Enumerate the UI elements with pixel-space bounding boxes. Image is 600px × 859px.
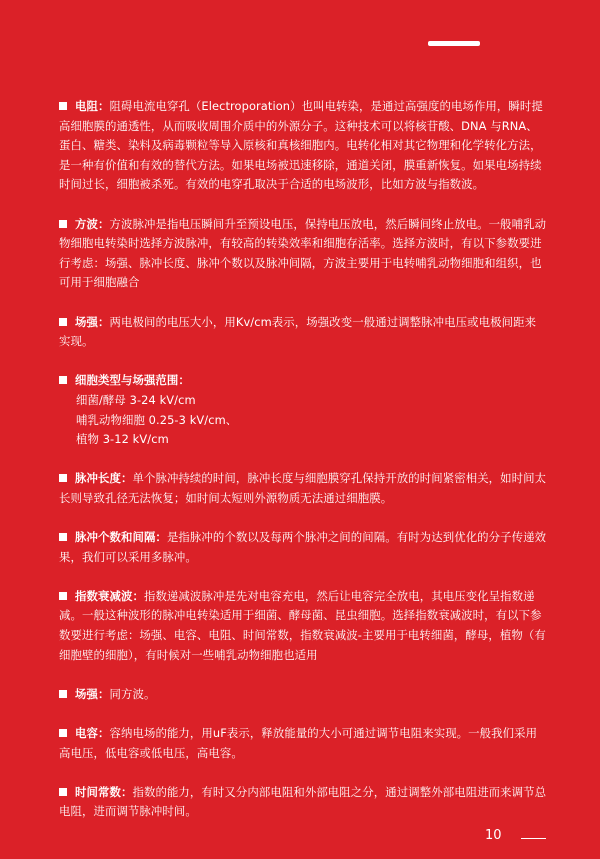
list-item: 细菌/酵母 3-24 kV/cm: [76, 392, 196, 407]
square-bullet-icon: [59, 533, 67, 541]
section-term: 细胞类型与场强范围：: [75, 373, 190, 388]
section-text: 是指脉冲的个数以及每两个脉冲之间的间隔。有时为达到优化的分子传递效果，我们可以采用多脉冲。: [59, 530, 547, 564]
section-term: 脉冲长度：: [75, 471, 133, 486]
section-term: 方波：: [75, 216, 110, 231]
section-cell-types: [59, 371, 547, 449]
section-text: 两电极间的电压大小，用Kv/cm表示，场强改变一般通过调整脉冲电压或电极间距来实现。: [59, 314, 537, 349]
section-term: 场强：: [75, 314, 110, 329]
page-number-line: [521, 838, 546, 839]
section-field-strength: [59, 313, 547, 352]
section-exponential-decay: [59, 587, 547, 665]
section-pulse-length: [59, 469, 547, 508]
section-term: 脉冲个数和间隔：: [75, 530, 167, 545]
section-term: 场强：: [75, 686, 110, 701]
section-text: 容纳电场的能力，用uF表示，释放能量的大小可通过调节电阻来实现。一般我们采用高电压，低电容或低电压，高电容。: [59, 726, 538, 760]
section-text: 阻碍电流电穿孔（Electroporation）也叫电转染，是通过高强度的电场作用，瞬时提高细胞膜的通透性，从而吸收周围介质中的外源分子。这种技术可以将核苷酸、DNA 与RNA、蛋白、糖类、染料及病毒颗粒等导入原核和真核细胞内。电转化相对其它物理和化学转化方法，是一种有价值和有效的替代方法。如果电场被迅速移除，通道关闭，膜重新恢复。如果电场持续时间过长，细胞被杀死。有效的电穿孔取决于合适的电场波形，比如方波与指数波。: [59, 99, 543, 192]
section-time-constant: [59, 783, 547, 822]
section-field-strength-2: [59, 685, 547, 705]
section-text: 方波脉冲是指电压瞬间升至预设电压，保持电压放电，然后瞬间终止放电。一般哺乳动物细胞电转染时选择方波脉冲，有较高的转染效率和细胞存活率。选择方波时，有以下参数要进行考虑：场强、脉冲长度、脉冲个数以及脉冲间隔，方波主要用于电转哺乳动物细胞和组织，也可用于细胞融合: [59, 216, 547, 290]
square-bullet-icon: [59, 474, 67, 482]
square-bullet-icon: [59, 690, 67, 698]
square-bullet-icon: [59, 220, 67, 228]
section-resistance: [59, 97, 547, 195]
section-text: 指数的能力，有时又分内部电阻和外部电阻之分，通过调整外部电阻进而来调节总电阻，进而调节脉冲时间。: [59, 784, 547, 819]
decorative-top-bar: [428, 41, 480, 46]
section-term: 指数衰减波：: [75, 588, 144, 603]
section-square-wave: [59, 215, 547, 293]
section-capacitance: [59, 724, 547, 763]
square-bullet-icon: [59, 318, 67, 326]
section-term: 时间常数：: [75, 784, 133, 799]
page-number: 10: [485, 828, 502, 843]
section-text: 单个脉冲持续的时间，脉冲长度与细胞膜穿孔保持开放的时间紧密相关，如时间太长则导致孔径无法恢复；如时间太短则外源物质无法通过细胞膜。: [59, 471, 547, 505]
cell-type-list: [59, 391, 547, 450]
square-bullet-icon: [59, 376, 67, 384]
square-bullet-icon: [59, 102, 67, 110]
square-bullet-icon: [59, 729, 67, 737]
square-bullet-icon: [59, 592, 67, 600]
square-bullet-icon: [59, 788, 67, 796]
list-item: 哺乳动物细胞 0.25-3 kV/cm、: [76, 412, 238, 427]
section-pulse-count: [59, 528, 547, 567]
section-term: 电容：: [75, 726, 110, 740]
section-text: 同方波。: [109, 686, 156, 701]
section-text: 指数递减波脉冲是先对电容充电，然后让电容完全放电，其电压变化呈指数递减。一般这种波形的脉冲电转染适用于细菌、酵母菌、昆虫细胞。选择指数衰减波时，有以下参数要进行考虑：场强、电容、电阻、时间常数，指数衰减波-主要用于电转细菌，酵母，植物（有细胞壁的细胞），有时候对一些哺乳动物细胞也适用: [59, 588, 546, 662]
document-body: [59, 97, 547, 842]
section-term: 电阻：: [75, 99, 110, 113]
list-item: 植物 3-12 kV/cm: [76, 432, 169, 447]
